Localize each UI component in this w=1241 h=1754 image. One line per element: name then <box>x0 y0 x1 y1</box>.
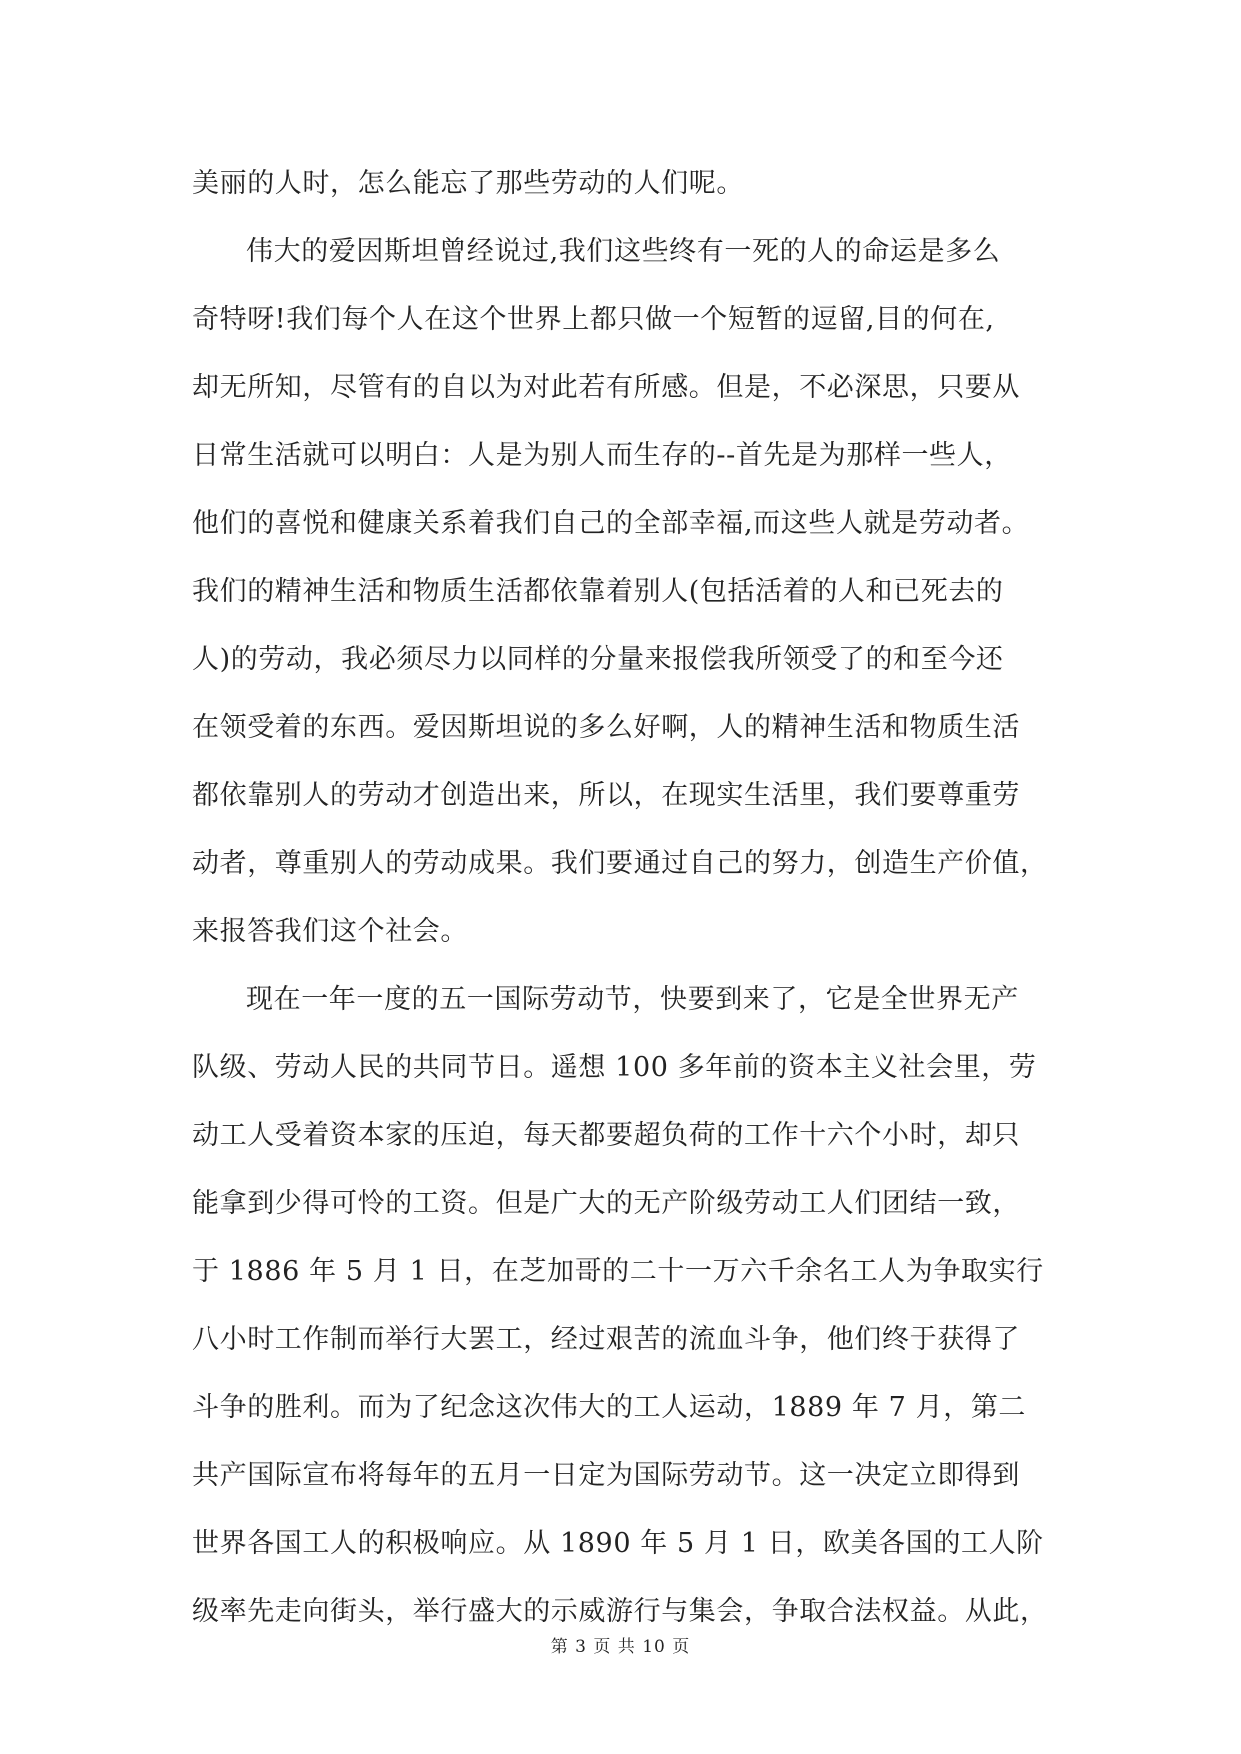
text-line: 却无所知，尽管有的自以为对此若有所感。但是，不必深思，只要从 <box>192 372 1020 403</box>
text-line: 奇特呀!我们每个人在这个世界上都只做一个短暂的逗留,目的何在, <box>192 304 995 335</box>
text-line: 共产国际宣布将每年的五月一日定为国际劳动节。这一决定立即得到 <box>192 1460 1020 1491</box>
text-line: 世界各国工人的积极响应。从 1890 年 5 月 1 日，欧美各国的工人阶 <box>192 1528 1044 1559</box>
text-line: 队级、劳动人民的共同节日。遥想 100 多年前的资本主义社会里，劳 <box>192 1052 1037 1083</box>
text-line: 我们的精神生活和物质生活都依靠着别人(包括活着的人和已死去的 <box>192 576 1004 607</box>
text-line: 现在一年一度的五一国际劳动节，快要到来了，它是全世界无产 <box>246 984 1019 1015</box>
text-line: 级率先走向街头，举行盛大的示威游行与集会，争取合法权益。从此， <box>192 1596 1048 1627</box>
text-line: 八小时工作制而举行大罢工，经过艰苦的流血斗争，他们终于获得了 <box>192 1324 1020 1355</box>
text-line: 日常生活就可以明白：人是为别人而生存的--首先是为那样一些人， <box>192 440 1012 471</box>
body-text <box>192 150 1072 1646</box>
text-line: 动者，尊重别人的劳动成果。我们要通过自己的努力，创造生产价值， <box>192 848 1048 879</box>
text-line: 伟大的爱因斯坦曾经说过,我们这些终有一死的人的命运是多么 <box>246 236 1001 267</box>
text-line: 美丽的人时，怎么能忘了那些劳动的人们呢。 <box>192 168 744 199</box>
text-line: 于 1886 年 5 月 1 日，在芝加哥的二十一万六千余名工人为争取实行 <box>192 1256 1044 1287</box>
text-line: 在领受着的东西。爱因斯坦说的多么好啊，人的精神生活和物质生活 <box>192 712 1020 743</box>
text-line: 来报答我们这个社会。 <box>192 916 468 947</box>
text-line: 都依靠别人的劳动才创造出来，所以，在现实生活里，我们要尊重劳 <box>192 780 1020 811</box>
text-line: 斗争的胜利。而为了纪念这次伟大的工人运动，1889 年 7 月，第二 <box>192 1392 1027 1423</box>
text-line: 他们的喜悦和健康关系着我们自己的全部幸福,而这些人就是劳动者。 <box>192 508 1030 539</box>
text-line: 人)的劳动，我必须尽力以同样的分量来报偿我所领受了的和至今还 <box>192 644 1004 675</box>
text-line: 能拿到少得可怜的工资。但是广大的无产阶级劳动工人们团结一致， <box>192 1188 1020 1219</box>
text-line: 动工人受着资本家的压迫，每天都要超负荷的工作十六个小时，却只 <box>192 1120 1020 1151</box>
page-number-footer: 第 3 页 共 10 页 <box>550 1637 691 1657</box>
